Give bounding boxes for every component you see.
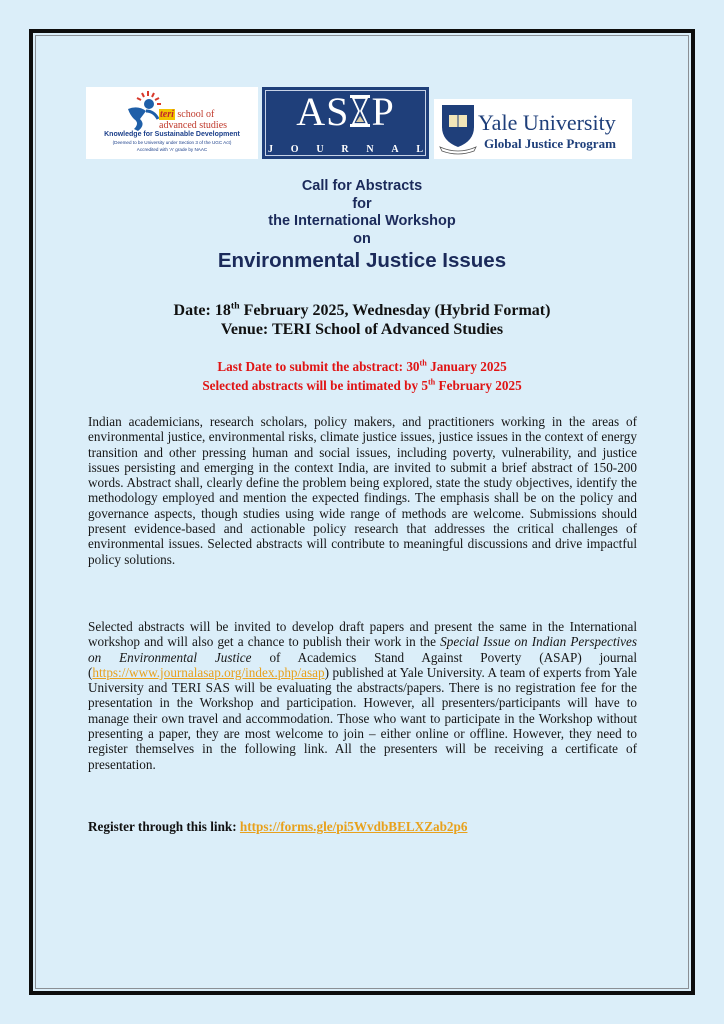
date-prefix: Date: 18 [173, 302, 231, 319]
register-line [88, 819, 467, 835]
page-title: Environmental Justice Issues [217, 249, 507, 272]
teri-logo [86, 87, 258, 159]
logo-row [86, 87, 636, 161]
heading-call-for-abstracts: Call for Abstracts [301, 178, 423, 194]
asap-letter: J [268, 144, 273, 155]
asap-title [262, 91, 429, 133]
date-sup: th [230, 300, 240, 312]
asap-letter: A [391, 144, 399, 155]
paragraph2-text-c: ) published at Yale University. A team of experts from Yale University and TERI SAS will be evaluating the abstracts/papers. There is no registration fee for the presentation in the Workshop and participation. However, all presenters/participants will have to manage their own travel and accommodation. Those who want to participate in the Workshop without presenting a paper, they are most welcome to join – either online or offline. However, they need to register themselves in the following link. All the presenters will be receiving a certificate of presentation. [88, 664, 637, 772]
asap-letter: U [316, 144, 324, 155]
title-block [0, 178, 724, 273]
teri-accredited-text: Accredited with 'A' grade by NAAC [136, 147, 208, 152]
paragraph2-text-a: Selected abstracts will be invited to develop draft papers and present the same in the International workshop and will also get a chance to publish their work in the [88, 619, 637, 650]
date-suffix: February 2025, Wednesday (Hybrid Format) [239, 302, 551, 319]
asap-letter: N [366, 144, 374, 155]
yale-shield-icon [438, 103, 478, 155]
submission-deadline [0, 357, 724, 376]
yale-university-name: Yale University [478, 110, 616, 135]
hourglass-icon [349, 94, 371, 128]
yale-logo [434, 99, 632, 159]
asap-letter: O [290, 144, 299, 155]
deadline-sup: th [419, 358, 427, 368]
teri-deemed-text: (Deemed to be University under Section 3 of the UGC Act) [112, 140, 232, 145]
intimation-sup: th [427, 377, 436, 387]
teri-brand: teri [160, 109, 174, 120]
event-date [0, 301, 724, 320]
deadlines [0, 357, 724, 395]
journal-link[interactable]: https://www.journalasap.org/index.php/asap [92, 664, 325, 680]
asap-title-left: AS [296, 89, 350, 134]
asap-letter: R [341, 144, 349, 155]
asap-letter: L [416, 144, 423, 155]
register-link[interactable]: https://forms.gle/pi5WvdbBELXZab2p6 [239, 819, 468, 834]
teri-name-line2: advanced studies [159, 120, 228, 131]
heading-for: for [352, 195, 372, 212]
intimation-date [0, 376, 724, 395]
intimation-suffix: February 2025 [435, 378, 522, 393]
body-paragraph-1: Indian academicians, research scholars, policy makers, and practitioners working in the areas of environmental justice, environmental risks, climate justice issues, justice issues in the context of energy transition and other pressing human and social issues, including poverty, vulnerability, and justice issues persisting and emerging in the context India, are invited to submit a brief abstract of 150-200 words. Abstract shall, clearly define the problem being explored, state the study objectives, identify the methodology employed and mention the expected findings. The emphasis shall be on the policy and governance aspects, though studies using wide range of methods are welcome. Submissions should present evidence-based and actionable policy research that addresses the critical challenges of environmental issues. Selected abstracts will contribute to meaningful discussions and drive impactful policy solutions. [88, 414, 637, 567]
asap-journal-logo [262, 87, 429, 159]
paragraph2-text-b: of Academics Stand Against Poverty (ASAP) journal ( [88, 649, 637, 680]
yale-program-name: Global Justice Program [484, 136, 616, 151]
teri-school-name [159, 109, 259, 131]
event-details [0, 301, 724, 339]
teri-figure-icon [124, 89, 164, 133]
heading-on: on [353, 230, 371, 247]
special-issue-title: Special Issue on Indian Perspectives on Environmental Justice [88, 634, 637, 665]
register-label: Register through this link: [88, 819, 240, 834]
asap-subtitle [268, 144, 423, 155]
asap-title-right: P [371, 89, 395, 134]
teri-name-line1: school of [177, 109, 215, 120]
heading-international-workshop: the International Workshop [268, 213, 456, 229]
body-paragraph-2 [88, 619, 637, 772]
deadline-prefix: Last Date to submit the abstract: 30 [217, 359, 420, 374]
teri-tagline: Knowledge for Sustainable Development [104, 131, 240, 138]
intimation-prefix: Selected abstracts will be intimated by 5 [202, 378, 428, 393]
event-venue: Venue: TERI School of Advanced Studies [220, 321, 504, 338]
deadline-suffix: January 2025 [426, 359, 507, 374]
